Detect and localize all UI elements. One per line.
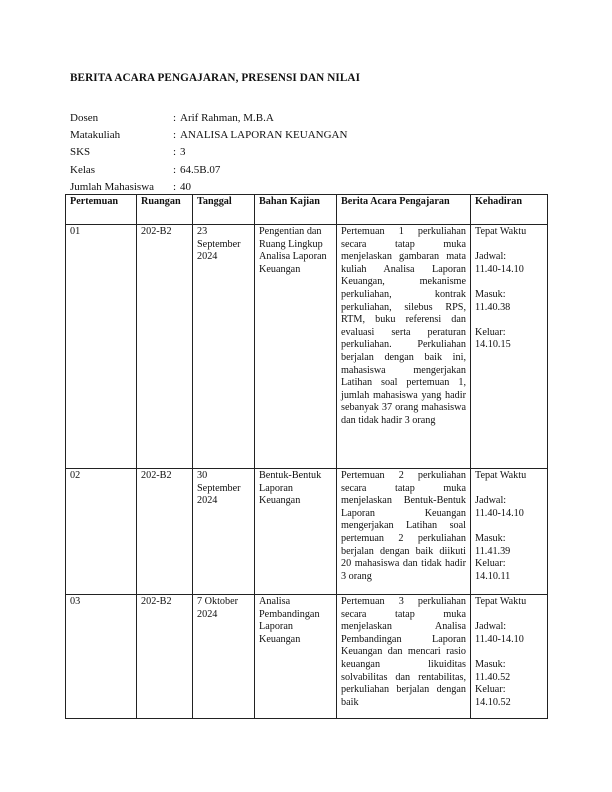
document-title: BERITA ACARA PENGAJARAN, PRESENSI DAN NILAI — [70, 72, 361, 84]
info-value: 64.5B.07 — [180, 163, 221, 176]
jadwal-label: Jadwal: — [475, 251, 507, 263]
info-colon: : — [173, 180, 177, 193]
keluar-label: Keluar: — [475, 326, 506, 338]
cell-bahan-kajian: Bentuk-Bentuk Laporan Keuangan — [255, 469, 337, 595]
keluar-label: Keluar: — [475, 684, 506, 696]
table-row — [66, 595, 548, 719]
info-label: Dosen — [70, 112, 99, 124]
header-kehadiran: Kehadiran — [471, 195, 548, 225]
jadwal-value: 11.40-14.10 — [475, 263, 524, 275]
header-bahan-kajian: Bahan Kajian — [255, 195, 337, 225]
keluar-value: 14.10.15 — [475, 339, 511, 351]
cell-bahan-kajian: Analisa Pembandingan Laporan Keuangan — [255, 595, 337, 719]
info-colon: : — [173, 146, 177, 159]
keluar-value: 14.10.11 — [475, 570, 511, 582]
cell-kehadiran — [471, 225, 548, 469]
info-value: 3 — [180, 146, 186, 159]
cell-pertemuan: 02 — [66, 469, 137, 595]
info-value: ANALISA LAPORAN KEUANGAN — [180, 129, 348, 142]
header-pertemuan: Pertemuan — [66, 195, 137, 225]
info-colon: : — [173, 129, 177, 142]
header-ruangan: Ruangan — [137, 195, 193, 225]
cell-kehadiran — [471, 595, 548, 719]
cell-kehadiran — [471, 469, 548, 595]
kehadiran-status: Tepat Waktu — [475, 596, 527, 607]
header-tanggal: Tanggal — [193, 195, 255, 225]
cell-ruangan: 202-B2 — [137, 469, 193, 595]
masuk-label: Masuk: — [475, 532, 506, 544]
cell-ruangan: 202-B2 — [137, 595, 193, 719]
jadwal-value: 11.40-14.10 — [475, 633, 524, 645]
masuk-value: 11.40.38 — [475, 301, 511, 313]
masuk-label: Masuk: — [475, 658, 506, 670]
masuk-value: 11.41.39 — [475, 545, 511, 557]
cell-pertemuan: 03 — [66, 595, 137, 719]
info-value: Arif Rahman, M.B.A — [180, 112, 274, 124]
info-colon: : — [173, 112, 177, 124]
info-value: 40 — [180, 180, 191, 193]
kehadiran-status: Tepat Waktu — [475, 470, 527, 481]
cell-berita-acara: Pertemuan 1 perkuliahan secara tatap muka menjelaskan gambaran mata kuliah Analisa Laporan Keuangan, mekanisme perkuliahan, kontrak perkuliahan, silebus RPS, RTM, buku referensi dan evaluasi serta peraturan perkuliahan. Perkuliahan berjalan dengan baik ini, mahasiswa mengerjakan Latihan soal pertemuan 1, jumlah mahasiswa yang hadir sebanyak 37 orang mahasiswa dan tidak hadir 3 orang — [337, 225, 471, 469]
cell-ruangan: 202-B2 — [137, 225, 193, 469]
cell-pertemuan: 01 — [66, 225, 137, 469]
info-label: Jumlah Mahasiswa — [70, 180, 155, 193]
cell-tanggal: 23 September 2024 — [193, 225, 255, 469]
jadwal-value: 11.40-14.10 — [475, 507, 524, 519]
kehadiran-status: Tepat Waktu — [475, 226, 527, 237]
table-header-row — [66, 195, 548, 225]
masuk-value: 11.40.52 — [475, 671, 511, 683]
cell-berita-acara: Pertemuan 2 perkuliahan secara tatap muka menjelaskan Bentuk-Bentuk Laporan Keuangan mengerjakan Latihan soal pertemuan 2 perkuliahan berjalan dengan baik diikuti 20 mahasiswa dan tidak hadir 3 orang — [337, 469, 471, 595]
jadwal-label: Jadwal: — [475, 495, 507, 507]
header-berita-acara: Berita Acara Pengajaran — [337, 195, 471, 225]
info-label: Kelas — [70, 163, 96, 176]
table-row — [66, 469, 548, 595]
cell-berita-acara: Pertemuan 3 perkuliahan secara tatap muka menjelaskan Analisa Pembandingan Laporan Keuangan dan mencari rasio keuangan likuiditas solvabilitas dan rentabilitas, perkuliahan berjalan dengan baik — [337, 595, 471, 719]
info-label: Matakuliah — [70, 129, 121, 142]
cell-tanggal: 7 Oktober 2024 — [193, 595, 255, 719]
table-row — [66, 225, 548, 469]
keluar-value: 14.10.52 — [475, 696, 511, 708]
attendance-table — [65, 194, 548, 719]
info-label: SKS — [70, 146, 91, 159]
masuk-label: Masuk: — [475, 288, 506, 300]
jadwal-label: Jadwal: — [475, 621, 507, 633]
keluar-label: Keluar: — [475, 558, 506, 570]
cell-bahan-kajian: Pengentian dan Ruang Lingkup Analisa Laporan Keuangan — [255, 225, 337, 469]
cell-tanggal: 30 September 2024 — [193, 469, 255, 595]
info-colon: : — [173, 163, 177, 176]
